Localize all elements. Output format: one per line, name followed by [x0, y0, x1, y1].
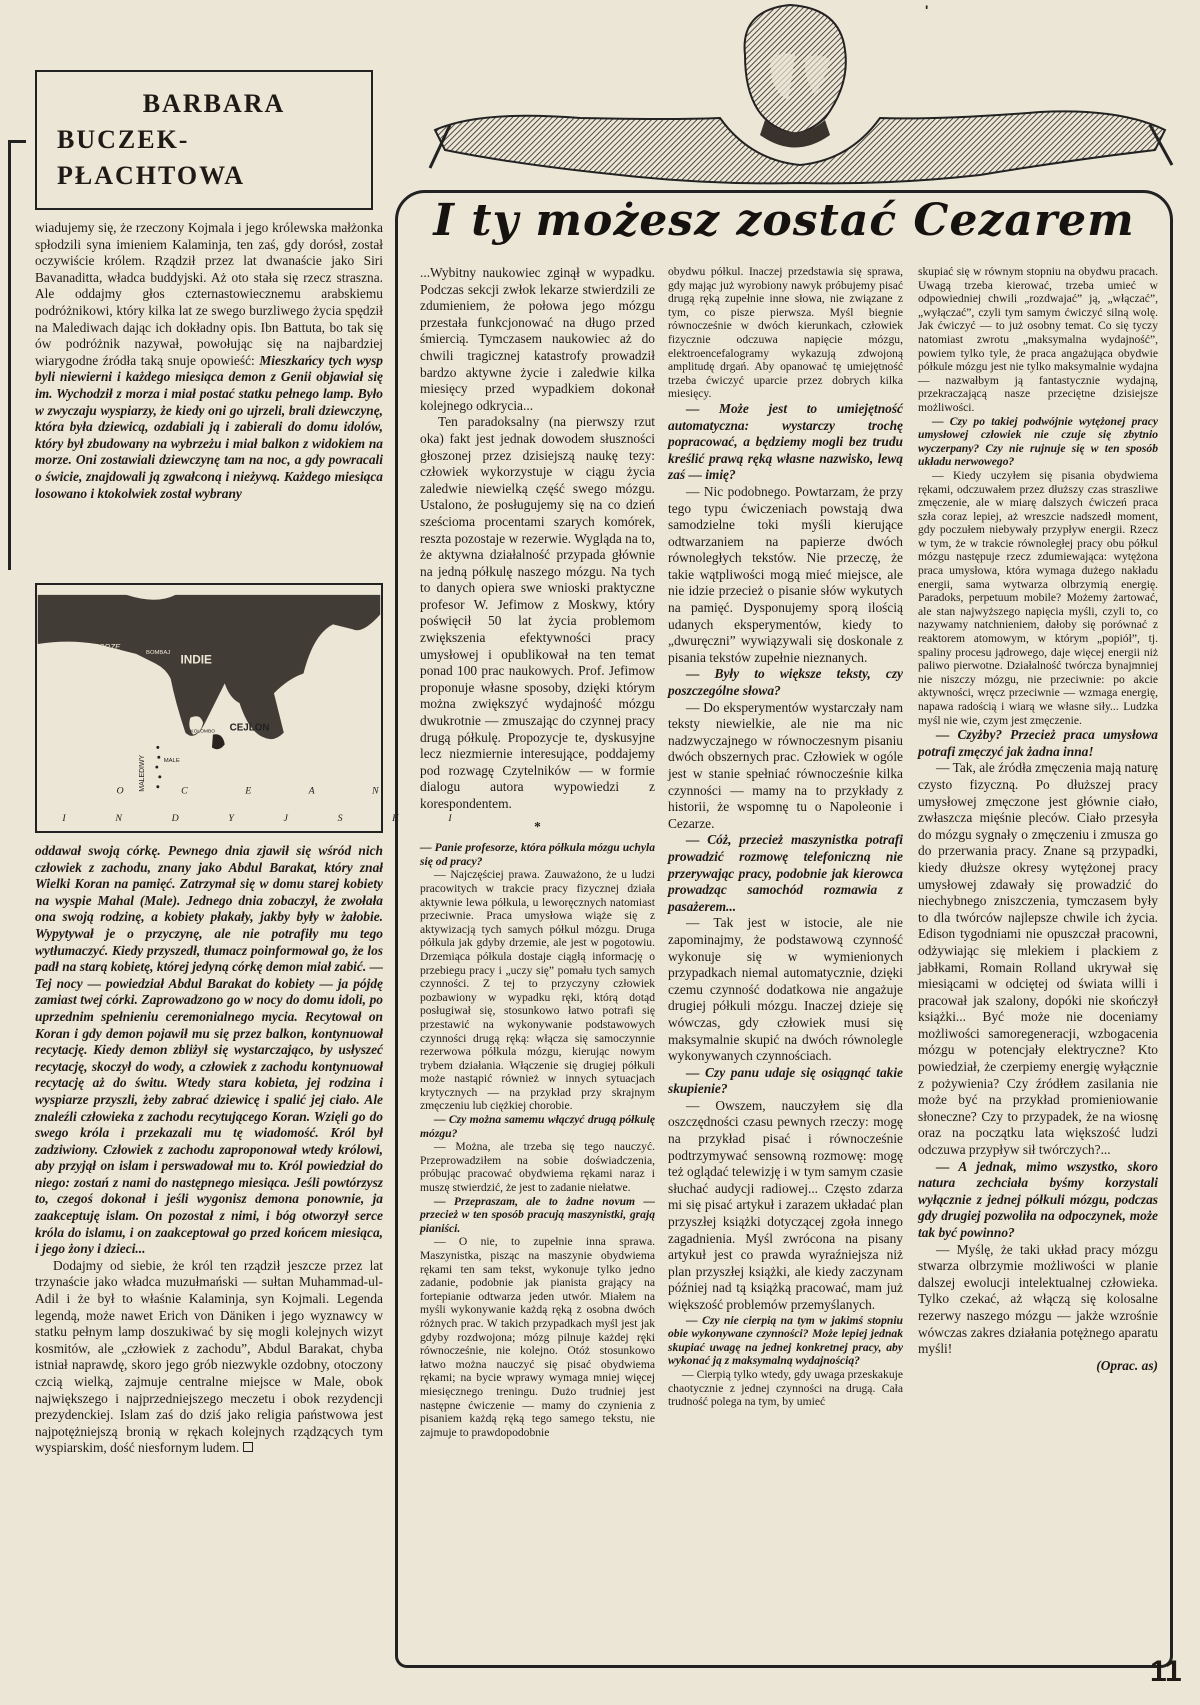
col2-a1: — Najczęściej prawa. Zauważono, że u ludzi pracowitych w trakcie pracy fizycznej działa aktywnie lewa półkula, u leworęcznych natomiast przeciwnie. Praca umysłowa wiąże się z aktywizacją tych samych półkul mózgu. Druga półkula jak gdyby drzemie, ale jest w pogotowiu. Drzemiąca półkula dostaje ciągłą informację o przebiegu pracy i „uczy się” pomału tych samych czynności. Z tej to przyczyny człowiek pozbawiony w wypadku ręki, którą dotąd posługiwał się, stosunkowo łatwo potrafi się przestawić na wykonywanie podstawowych czynności drugą ręką: włącza się samoczynnie rezerwowa półkula mózgu, kierując nowym trybem działania. Włączenie się drugiej półkuli może nastąpić również w innych sytuacjach krytycznych — na przykład przy skrajnym zmęczeniu lub ciężkiej chorobie.	[420, 868, 655, 1113]
col2-q3: — Przepraszam, ale to żadne novum — przecież w ten sposób pracują maszynistki, grają pianiści.	[420, 1194, 655, 1235]
col2-p2: Ten paradoksalny (na pierwszy rzut oka) fakt jest jednak dowodem słuszności głoszonej przez dzisiejszą naukę tezy: człowiek wykorzystuje w ciągu życia zaledwie niewielką część swego mózgu. Ustalono, że posługujemy się na co dzień sześcioma procentami szarych komórek, reszta pozostaje w rezerwie. Wygląda na to, że aktywna działalność przypada głównie na jedną półkulę naszego mózgu. Na tych to danych opiera swe wnioski praktyczne profesor W. Jefimow z Moskwy, który poświęcił 50 lat życia problemom zwiększenia efektywności pracy umysłowej i opublikował na ten temat ponad 100 prac naukowych. Prof. Jefimow proponuje własne sposoby, dzięki którym można zwiększyć wydajność mózgu dwukrotnie — zmuszając do czynnej pracy drugą półkulę. Propozycje te, dyskusyjne lecz niezmiernie interesujące, poddajemy pod rozwagę Czytelników — w formie dialogu autora wypowiedzi z korespondentem.	[420, 414, 655, 811]
col4-q9: — Czy po takiej podwójnie wytężonej pracy umysłowej człowiek nie czuje się zbytnio wyczerpany? Czy nie rujnuje się w ten sposób układu nerwowego?	[918, 414, 1158, 469]
map-label-indyjski: I N D Y J S K I	[62, 813, 476, 825]
author-first-name: BARBARA	[142, 89, 286, 118]
column-1-bottom	[35, 843, 383, 1457]
col3-a8: — Cierpią tylko wtedy, gdy uwaga przeskakuje chaotycznie z jednej czynności na drugą. Cała trudność polega na tym, by umieć	[668, 1367, 903, 1409]
col1-p3-text: Dodajmy od siebie, że król ten rządził jeszcze przez lat trzynaście jako władca muzułmański — sułtan Muhammad-ul-Adil i że był to właśnie Kalaminja, syn Kojmali. Legenda legendą, może nawet Erich von Däniken i jego wyznawcy w statku pełnym lamp doszukiwać by się mogli kolejnych wizyt kosmitów, ale „człowiek z zachodu”, Abdul Barakat, chyba istniał naprawdę, skoro jego grób niezwykle ozdobny, otoczony czcią wielką, zajmuje centralne miejsce w Male, obok największego i najprzedniejszego meczetu i obok rezydencji prezydenckiej. Islam zaś do dziś jako religia państwowa jest najpotężniejszą bronią w rękach kolejnych rządzących tym wyspiarskim, dość niesfornym ludem.	[35, 1257, 383, 1456]
end-mark-icon	[243, 1442, 253, 1452]
author-last-name: BUCZEK-PŁACHTOWA	[57, 125, 245, 190]
col3-a5: — Do eksperymentów wystarczały nam teksty niewielkie, ale nie ma nic nadzwyczajnego w równoczesnym pisaniu dwóch obszernych prac. Człowiek w ogóle jest w stanie spełniać równocześnie kilka czynności — mamy na to przykłady z historii, że wspomnę tu o Napoleonie i Cezarze.	[668, 699, 903, 831]
map-label-indie: INDIE	[180, 652, 212, 667]
left-frame-line	[8, 140, 26, 570]
col3-q6: — Cóż, przecież maszynistka potrafi prowadzić rozmowę telefoniczną nie przerywając pracy, podobnie jak kierowca prowadząc samochód rozmawia z pasażerem...	[668, 832, 903, 914]
col4-a11: — Myślę, że taki układ pracy mózgu stwarza olbrzymie możliwości w planie dalszej ewolucji intelektualnej człowieka. Tylko czekać, aż włączą się kolosalne rezerwy naszego mózgu — jakże wzrośnie wówczas zakres działania potężnego aparatu myśli!	[918, 1241, 1158, 1357]
col3-a3-cont: obydwu półkul. Inaczej przedstawia się sprawa, gdy mając już wyrobiony nawyk próbujemy pisać drugą ręką zupełnie inne słowa, nie związane z tym, co pisze pierwsza. Myśl biegnie równocześnie w dwóch kierunkach, człowiek fizycznie odczuwa napięcie mózgu, elektroencefalogramy wykazują zdwojoną amplitudę drgań. Aby opanować tę umiejętność trzeba ćwiczyć uparcie przez dobrych kilka miesięcy.	[668, 265, 903, 401]
col1-paragraph-1	[35, 220, 383, 502]
col1-p1-quote: Mieszkańcy tych wysp byli niewierni i każdego miesiąca demon z Genii objawiał się im. Wychodził z morza i miał postać statku pełnego lamp. Było w zwyczaju wyspiarzy, że kiedy oni go ujrzeli, brali dziewczynę, która była dziewicą, ozdabiali ją i zabierali do domu idolów, który był zbudowany na wybrzeżu i miał balkon z widokiem na morze. Oni zostawiali dziewczynę tam na noc, a gdy powracali o świcie, znajdowali ją zgwałconą i nieżywą. Każdego miesiąca losowano i ktokolwiek został wybrany	[35, 352, 383, 501]
section-star: *	[534, 818, 541, 834]
svg-text:': '	[925, 2, 929, 18]
signature: (Oprac. as)	[1096, 1357, 1158, 1373]
map-label-malediwy: MALEDIWY	[139, 754, 147, 792]
map-label-cejlon: CEJLON	[229, 722, 270, 734]
col1-paragraph-3	[35, 1258, 383, 1457]
col4-q10: — Czyżby? Przecież praca umysłowa potrafi zmęczyć jak żadna inna!	[918, 727, 1158, 759]
column-2	[420, 265, 655, 1439]
col3-q8: — Czy nie cierpią na tym w jakimś stopniu obie wykonywane czynności? Może lepiej jednak skupiać uwagę na jednej konkretnej pracy, aby wykonać ją z maksymalną wydajnością?	[668, 1313, 903, 1368]
col4-a10: — Tak, ale źródła zmęczenia mają naturę czysto fizyczną. Po dłuższej pracy umysłowej zmęczone jest głównie ciało, zwłaszcza mięśnie pleców. Ciało przesyła do mózgu sygnały o zmęczeniu i zmusza go do przerwania pracy. Znane są przypadki, kiedy dłuższe okresy wytężonej pracy umysłowej zdawały się prowadzić do niechybnego zniszczenia, tymczasem były to dla twórców najlepsze chwile ich życia. Edison tygodniami nie opuszczał pracowni, odżywiając się mlekiem i plackiem z jabłkami, Romain Rolland ukrywał się miesiącami w odciętej od świata willi i pracował jak szalony, dopóki nie skończył książki... Być może nie doceniamy możliwości samoregeneracji, wzbogacenia mózgu w potencjały elektryczne? Kto powiedział, że czerpiemy energię wyłącznie z pożywienia? Czy źródłem zasilania nie może być na przykład promieniowanie słoneczne? Czy to przypadek, że na wiosnę oraz na początku lata większość ludzi odczuwa przypływ sił twórczych?...	[918, 760, 1158, 1158]
col3-q7: — Czy panu udaje się osiągnąć takie skupienie?	[668, 1064, 903, 1097]
col2-q1: — Panie profesorze, która półkula mózgu uchyla się od pracy?	[420, 841, 655, 868]
column-3	[668, 265, 903, 1409]
col2-p1: ...Wybitny naukowiec zginął w wypadku. Podczas sekcji zwłok lekarze stwierdzili ze zdumieniem, że połowa jego mózgu przestała funkcjonować na długo przed śmiercią. Tymczasem naukowiec aż do chwili tragicznej katastrofy prowadził bardzo aktywne życie i zaledwie kilka miesięcy przed wypadkiem dokonał kolejnego odkrycia...	[420, 265, 655, 413]
col3-a4: — Nic podobnego. Powtarzam, że przy tego typu ćwiczeniach powstają dwa samodzielne toki myśli kierujące odtwarzaniem na papierze dwóch równoległych tekstów. Nie przeczę, że takie wątpliwości mogą mieć miejsce, ale nie idzie przecież o pisanie słów wykutych na pamięć. Dysponujemy sporą ilością udanych eksperymentów, kiedy to „dwuręczni” wywiązywali się doskonale z pisania tekstów zupełnie nieznanych.	[668, 483, 903, 665]
map-maldives	[35, 583, 476, 833]
author-box	[35, 70, 373, 210]
map-label-male: MALE	[163, 758, 180, 765]
col4-q11: — A jednak, mimo wszystko, skoro natura zechciała byśmy korzystali wyłącznie z jednej półkuli mózgu, podczas gdy drugiej pozwoliła na odpoczynek, może tak być powinno?	[918, 1158, 1158, 1240]
map-label-bombaj: BOMBAJ	[146, 649, 171, 656]
col2-a3: — O nie, to zupełnie inna sprawa. Maszynistka, pisząc na maszynie obydwiema rękami ten sam tekst, wykonuje tylko jedno zadanie, podobnie jak pianista grający na fortepianie odtwarza jeden utwór. Miałem na myśli wykonywanie każdą ręką z osobna dwóch różnych prac. W takich przypadkach myśl jest jak gdyby rozdwojona; mózg pilnuje każdej ręki równocześnie, nie kolejno. Otóż stosunkowo łatwo można nauczyć się pisać obydwiema rękami; na bycie wprawy wymaga mniej więcej miesięcznego treningu. Dużo trudniej jest następne ćwiczenie — mamy do czynienia z pisaniem każdą ręką tego samego tekstu, nie zajmuje to prawdopodobnie	[420, 1235, 655, 1439]
col3-q4: — Może jest to umiejętność automatyczna: wystarczy trochę popracować, a będziemy mogli bez trudu kreślić prawą ręką własne nazwisko, lewą zaś — imię?	[668, 400, 903, 483]
col1-p2-quote: oddawał swoją córkę. Pewnego dnia zjawił się wśród nich człowiek z zachodu, znany jako Abdul Barakat, który znał Wielki Koran na pamięć. Zatrzymał się w domu starej kobiety na wyspie Mahal (Male). Jednego dnia zobaczył, że zwołała ona swoją rodzinę, a kobiety płakały, jakby były w żałobie. Wypytywał je o przyczynę, ale nie potrafiły mu tego wytłumaczyć. Kiedy przyszedł, tłumacz poinformował go, że los padł na starą kobietę, której jedyną córkę demon miał zabić. — Tej nocy — powiedział Abdul Barakat do kobiety — ja pójdę zamiast twej córki. Zaprowadzono go w nocy do domu idoli, po uprzednim spełnieniu ceremonialnego mycia. Recytował on Koran i gdy demon pojawił mu się przez balkon, kontynuował recytację. Kiedy demon zbliżył się wystarczająco, by usłyszeć recytację, skoczył do wody, a człowiek z zachodu kontynuował recytację aż do świtu. Wtedy stara kobieta, jej rodzina i wyspiarze przyszli, żeby zabrać dziewicę i spalić jej ciało. Ale znaleźli człowieka z zachodu recytującego Koran. Wzięli go do swego króla i przekazali mu tę wiadomość. Król był zadziwiony. Człowiek z zachodu zaproponował wtedy królowi, aby przyjął on islam i perswadował mu to. Król powiedział do niego: zostań z nami do następnego miesiąca. Jeśli powtórzysz to, czegoś dokonał i jeśli wygonisz demona ponownie, ja zaakceptuję islam. On pozostał z nimi, i bóg otworzył serce króla do islamu, i on zaakceptował go przed końcem miesiąca, i jego żony i dzieci...	[35, 843, 383, 1257]
col3-q5: — Były to większe teksty, czy poszczególne słowa?	[668, 666, 903, 699]
caesar-statue-illustration	[420, 0, 1175, 190]
map-label-arabskie: ARABSKIE	[67, 663, 102, 671]
col1-p1-text: wiadujemy się, że rzeczony Kojmala i jego królewska małżonka spłodzili syna imieniem Kalaminja, ten zaś, gdy dorósł, został oczywiście królem. Rządził przez lat dwanaście jako Siri Bavanaditta, władca buddyjski. Aż oto stała się rzecz straszna. Ale oddajmy głos czternastowiecznemu arabskiemu podróżnikowi, który kilka lat ze swego burzliwego życia spędził na Malediwach dając ich dokładny opis. Ibn Battuta, bo tak się ów podróżnik nazywał, powołując się na najbardziej wiarygodne źródła taką snuje opowieść:	[35, 220, 383, 368]
col4-a8-cont: skupiać się w równym stopniu na obydwu pracach. Uwagą trzeba kierować, trzeba umieć w odpowiedniej chwili „rozdwajać” ją, „włączać”, „wyłączać”, czyli tym samym ćwiczyć silną wolę. Jak ćwiczyć — to już osobny temat. Co się tyczy natomiast zwrotu „maksymalna wydajność”, powiem tylko tyle, że praca angażująca obydwie półkule mózgu jest nie tylko maksymalnie wydajna — nazwałbym ją fantastycznie wydajną, przekraczającą nasze przeciętne dzisiejsze możliwości.	[918, 265, 1158, 414]
article-title: I ty możesz zostać Cezarem	[433, 195, 1135, 246]
map-label-morze: MORZE	[91, 642, 121, 652]
col3-a7: — Owszem, nauczyłem się dla oszczędności czasu pewnych rzeczy: mogę na przykład pisać i równocześnie podtrzymywać sensowną rozmowę: mogę też oglądać telewizję i w tym samym czasie słuchać audycji radiowej... Często zdarza mi się pisać artykuł i zarazem układać plan przyszłej książki dotyczącej zgoła innego zagadnienia. Myśl zwrócona na pisany artykuł jest co prawda wyraźniejsza niż plan przyszłej książki, ale kiedy zaczynam później nad tą książką pracować, mam już większość problemów przemyślanych.	[668, 1097, 903, 1312]
col3-a6: — Tak jest w istocie, ale nie zapominajmy, że podstawową czynność wykonuje się w wymienionych przypadkach niemal automatycznie, dzięki czemu czynność dodatkowa nie angażuje drugiej półkuli mózgu. Inaczej dzieje się wówczas, gdy człowiek musi się maksymalnie skupić na dwóch równolegle wykonywanych czynnościach.	[668, 915, 903, 1064]
col2-q2: — Czy można samemu włączyć drugą półkulę mózgu?	[420, 1113, 655, 1140]
map-label-kolombo: KOLOMBO	[190, 729, 216, 735]
column-1-top	[35, 220, 383, 502]
map-label-ocean: O C E A N	[116, 785, 407, 797]
col2-a2: — Można, ale trzeba się tego nauczyć. Przeprowadziłem na sobie doświadczenia, próbując pracować obydwiema rękami naraz i muszę stwierdzić, że jest to zadanie niełatwe.	[420, 1140, 655, 1195]
column-4	[918, 265, 1158, 1374]
col4-a9: — Kiedy uczyłem się pisania obydwiema rękami, odczuwałem przez dłuższy czas straszliwe zmęczenie, ale w miarę dalszych ćwiczeń praca szła coraz lepiej, aż wreszcie nadszedł moment, gdy poczułem niebywały przypływ energii. Rzecz w tym, że w trakcie równoległej pracy obu półkul mózgu następuje rzecz zdumiewająca: wytężona praca umysłowa, która wymaga dużego nakładu energii, sama wytwarza olbrzymią energię. Paradoks, perpetuum mobile? Możemy żartować, ale stan najwyższego napięcia myśli, czyli to, co nazywamy natchnieniem, dałoby się porównać z reaktorem atomowym, w którym „popiół”, tj. spaliny procesu jądrowego, daje więcej energii niż paliwo pierwotne. Działalność twórcza bynajmniej nie niszczy mózgu, nie przeciwnie: po akcie aktywności, wręcz przeciwnie — wzmaga energię, napawa radością i wiarą we własne siły... Ludzka myśl nie wie, czym jest zmęczenie.	[918, 468, 1158, 727]
page-number: 11	[1150, 1655, 1182, 1688]
